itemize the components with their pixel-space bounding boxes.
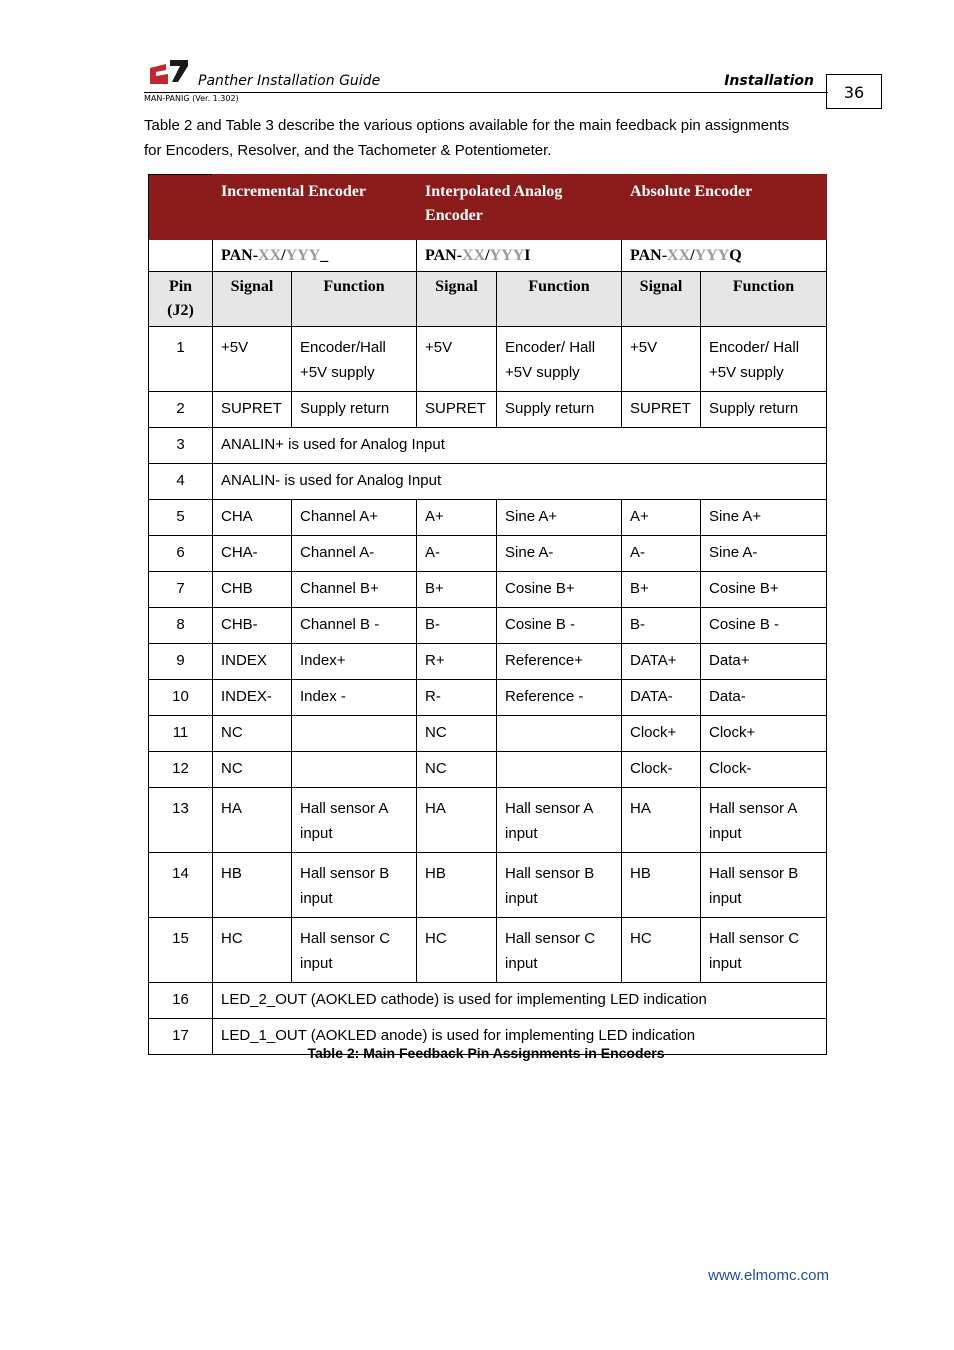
- span-description: LED_2_OUT (AOKLED cathode) is used for implementing LED indication: [213, 983, 827, 1019]
- table-row: [149, 752, 827, 788]
- signal-header: Signal: [622, 272, 701, 327]
- group-interpolated: Interpolated Analog Encoder: [417, 175, 622, 240]
- signal-cell: B+: [417, 572, 497, 608]
- signal-cell: B-: [622, 608, 701, 644]
- part-number: PAN-XX/YYYI: [417, 240, 622, 272]
- function-cell: Hall sensor B input: [497, 853, 622, 918]
- signal-cell: CHB: [213, 572, 292, 608]
- function-header: Function: [497, 272, 622, 327]
- function-cell: Clock-: [701, 752, 827, 788]
- pin-number: 9: [149, 644, 213, 680]
- table-row: [149, 716, 827, 752]
- table-row: [149, 918, 827, 983]
- signal-cell: NC: [213, 752, 292, 788]
- table-row: [149, 788, 827, 853]
- table-row: [149, 536, 827, 572]
- table-row: [149, 644, 827, 680]
- signal-cell: HC: [622, 918, 701, 983]
- table-row: [149, 983, 827, 1019]
- table-row: [149, 464, 827, 500]
- function-header: Function: [701, 272, 827, 327]
- function-cell: Reference -: [497, 680, 622, 716]
- function-cell: Hall sensor A input: [292, 788, 417, 853]
- function-cell: Data-: [701, 680, 827, 716]
- signal-cell: HA: [417, 788, 497, 853]
- signal-cell: NC: [417, 752, 497, 788]
- pin-number: 10: [149, 680, 213, 716]
- signal-cell: R-: [417, 680, 497, 716]
- signal-cell: A-: [417, 536, 497, 572]
- function-cell: Cosine B -: [497, 608, 622, 644]
- table-row: [149, 392, 827, 428]
- pin-number: 14: [149, 853, 213, 918]
- pin-number: 4: [149, 464, 213, 500]
- function-cell: Reference+: [497, 644, 622, 680]
- signal-cell: SUPRET: [622, 392, 701, 428]
- signal-cell: HB: [213, 853, 292, 918]
- table-row: [149, 608, 827, 644]
- function-cell: Hall sensor C input: [292, 918, 417, 983]
- signal-cell: HA: [622, 788, 701, 853]
- header-rule: [144, 92, 828, 93]
- function-cell: Channel B -: [292, 608, 417, 644]
- function-cell: Supply return: [497, 392, 622, 428]
- function-cell: Clock+: [701, 716, 827, 752]
- pin-number: 16: [149, 983, 213, 1019]
- elmo-logo: [148, 58, 190, 86]
- empty-cell: [149, 240, 213, 272]
- part-number: PAN-XX/YYY_: [213, 240, 417, 272]
- function-cell: [292, 752, 417, 788]
- group-header-row: [149, 175, 827, 240]
- table-row: [149, 327, 827, 392]
- part-number: PAN-XX/YYYQ: [622, 240, 827, 272]
- function-cell: [497, 752, 622, 788]
- function-cell: [292, 716, 417, 752]
- function-cell: Cosine B+: [497, 572, 622, 608]
- pin-number: 11: [149, 716, 213, 752]
- span-description: LED_1_OUT (AOKLED anode) is used for implementing LED indication: [213, 1019, 827, 1055]
- function-cell: Sine A-: [497, 536, 622, 572]
- pin-assignment-table: [148, 174, 827, 1055]
- pin-number: 15: [149, 918, 213, 983]
- function-cell: Encoder/ Hall +5V supply: [497, 327, 622, 392]
- signal-cell: A+: [417, 500, 497, 536]
- function-cell: Index+: [292, 644, 417, 680]
- signal-cell: INDEX: [213, 644, 292, 680]
- function-cell: Supply return: [701, 392, 827, 428]
- function-cell: Cosine B+: [701, 572, 827, 608]
- function-cell: Hall sensor A input: [497, 788, 622, 853]
- pin-number: 3: [149, 428, 213, 464]
- signal-cell: HA: [213, 788, 292, 853]
- signal-header: Signal: [417, 272, 497, 327]
- function-cell: Cosine B -: [701, 608, 827, 644]
- signal-cell: INDEX-: [213, 680, 292, 716]
- intro-paragraph: Table 2 and Table 3 describe the various options available for the main feedback pin assignments for Encoders, Resolver, and the Tachometer & Potentiometer.: [144, 117, 790, 159]
- version-label: MAN-PANIG (Ver. 1.302): [144, 94, 239, 103]
- function-header: Function: [292, 272, 417, 327]
- span-description: ANALIN+ is used for Analog Input: [213, 428, 827, 464]
- signal-cell: NC: [213, 716, 292, 752]
- function-cell: [497, 716, 622, 752]
- signal-cell: +5V: [417, 327, 497, 392]
- function-cell: Hall sensor B input: [701, 853, 827, 918]
- pin-rows: [149, 327, 827, 1055]
- signal-cell: NC: [417, 716, 497, 752]
- pin-number: 17: [149, 1019, 213, 1055]
- document-title: Panther Installation Guide: [198, 73, 381, 89]
- empty-cell: [149, 175, 213, 240]
- signal-cell: HC: [417, 918, 497, 983]
- signal-cell: +5V: [213, 327, 292, 392]
- signal-header: Signal: [213, 272, 292, 327]
- signal-cell: CHA-: [213, 536, 292, 572]
- pin-number: 8: [149, 608, 213, 644]
- signal-cell: R+: [417, 644, 497, 680]
- signal-cell: B+: [622, 572, 701, 608]
- function-cell: Hall sensor A input: [701, 788, 827, 853]
- signal-cell: DATA-: [622, 680, 701, 716]
- group-absolute: Absolute Encoder: [622, 175, 827, 240]
- pin-number: 7: [149, 572, 213, 608]
- function-cell: Hall sensor C input: [497, 918, 622, 983]
- table-caption: Table 2: Main Feedback Pin Assignments in Encoders: [307, 1045, 665, 1061]
- function-cell: Hall sensor B input: [292, 853, 417, 918]
- table-row: [149, 428, 827, 464]
- pin-number: 5: [149, 500, 213, 536]
- part-number-row: [149, 240, 827, 272]
- signal-cell: Clock+: [622, 716, 701, 752]
- function-cell: Encoder/ Hall +5V supply: [701, 327, 827, 392]
- signal-cell: +5V: [622, 327, 701, 392]
- pin-number: 12: [149, 752, 213, 788]
- signal-cell: A+: [622, 500, 701, 536]
- page-number: 36: [826, 74, 882, 109]
- span-description: ANALIN- is used for Analog Input: [213, 464, 827, 500]
- signal-cell: SUPRET: [213, 392, 292, 428]
- function-cell: Channel B+: [292, 572, 417, 608]
- function-cell: Data+: [701, 644, 827, 680]
- column-header-row: [149, 272, 827, 327]
- table-row: [149, 680, 827, 716]
- table-row: [149, 500, 827, 536]
- signal-cell: HB: [622, 853, 701, 918]
- signal-cell: CHB-: [213, 608, 292, 644]
- pin-number: 6: [149, 536, 213, 572]
- function-cell: Hall sensor C input: [701, 918, 827, 983]
- signal-cell: HB: [417, 853, 497, 918]
- pin-header: Pin (J2): [149, 272, 213, 327]
- group-incremental: Incremental Encoder: [213, 175, 417, 240]
- function-cell: Channel A-: [292, 536, 417, 572]
- signal-cell: DATA+: [622, 644, 701, 680]
- function-cell: Channel A+: [292, 500, 417, 536]
- function-cell: Encoder/Hall +5V supply: [292, 327, 417, 392]
- pin-number: 13: [149, 788, 213, 853]
- table-row: [149, 853, 827, 918]
- section-title: Installation: [724, 73, 814, 89]
- signal-cell: Clock-: [622, 752, 701, 788]
- function-cell: Sine A+: [701, 500, 827, 536]
- signal-cell: B-: [417, 608, 497, 644]
- function-cell: Index -: [292, 680, 417, 716]
- function-cell: Sine A+: [497, 500, 622, 536]
- table-row: [149, 572, 827, 608]
- function-cell: Supply return: [292, 392, 417, 428]
- signal-cell: HC: [213, 918, 292, 983]
- function-cell: Sine A-: [701, 536, 827, 572]
- pin-number: 1: [149, 327, 213, 392]
- footer-link[interactable]: www.elmomc.com: [708, 1267, 829, 1284]
- signal-cell: SUPRET: [417, 392, 497, 428]
- signal-cell: CHA: [213, 500, 292, 536]
- signal-cell: A-: [622, 536, 701, 572]
- pin-number: 2: [149, 392, 213, 428]
